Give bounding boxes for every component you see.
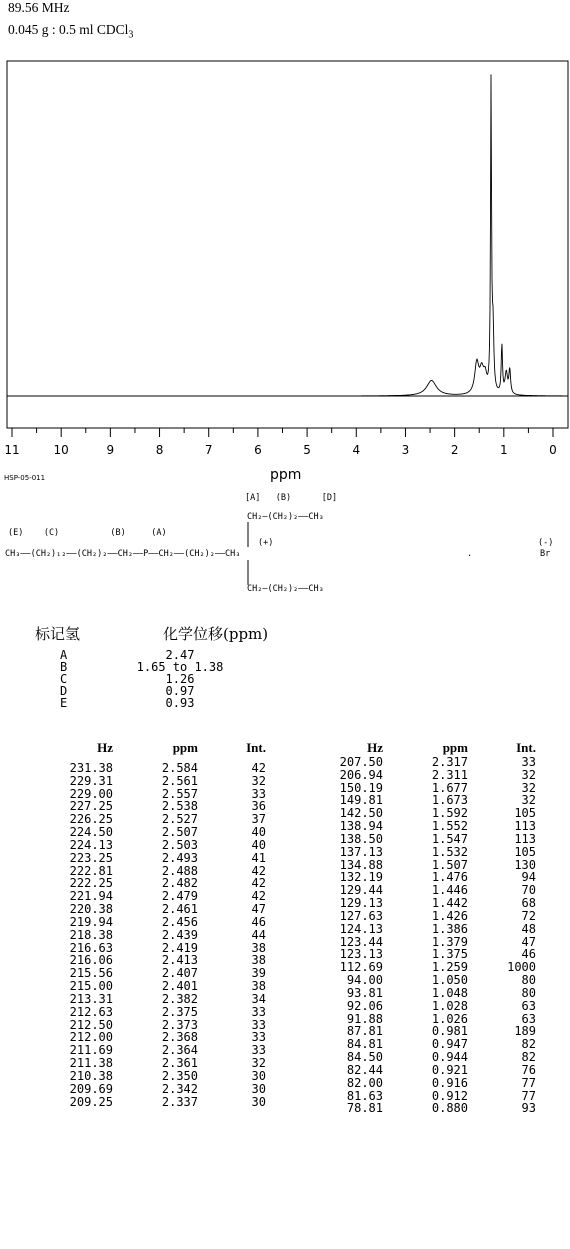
peak-cell: 0.921 [431,1062,468,1077]
peak-cell: 219.94 [69,914,113,929]
peak-cell: 38 [251,940,266,955]
peak-row [18,877,278,890]
peak-cell: 1.507 [431,857,468,872]
peak-cell: 231.38 [69,761,113,775]
peak-row [18,800,278,813]
peak-cell: 94 [521,870,536,885]
peak-table-header-cell: Int. [516,740,536,755]
peak-table-header [288,740,548,756]
peak-cell: 138.50 [339,831,383,846]
peak-row [18,762,278,775]
peak-cell: 47 [521,934,536,949]
structure-bonds [0,0,570,600]
peak-cell: 129.13 [339,896,383,911]
peak-table-header-cell: Int. [246,740,266,755]
assignment-value: 1.65 to 1.38 [136,660,224,674]
peak-cell: 80 [521,973,536,988]
peak-row [288,961,548,974]
peak-row [288,1064,548,1077]
peak-cell: 2.538 [161,799,198,814]
peak-cell: 1000 [507,960,536,975]
peak-cell: 2.375 [161,1004,198,1019]
peak-row [18,954,278,967]
peak-row [288,884,548,897]
peak-cell: 130 [514,857,536,872]
peak-cell: 82.44 [346,1062,383,1077]
structure-plus: (+) [258,538,274,548]
peak-cell: 2.561 [161,773,198,788]
peak-cell: 40 [251,837,266,852]
peak-row [288,936,548,949]
peak-cell: 84.50 [346,1050,383,1065]
peak-cell: 33 [251,1043,266,1058]
peak-cell: 213.31 [69,991,113,1006]
peak-cell: 0.947 [431,1037,468,1052]
peak-row [288,859,548,872]
axis-tick-label: 7 [204,443,213,457]
peak-cell: 1.028 [431,998,468,1013]
peak-row [288,756,548,769]
peak-cell: 2.479 [161,889,198,904]
peak-cell: 2.317 [431,755,468,769]
peak-cell: 82 [521,1037,536,1052]
peak-cell: 149.81 [339,793,383,808]
peak-cell: 150.19 [339,780,383,795]
peak-row [18,980,278,993]
peak-cell: 2.493 [161,850,198,865]
structure-main-labels: (E) (C) (B) (A) [8,528,167,538]
peak-cell: 0.880 [431,1101,468,1116]
peak-cell: 2.507 [161,825,198,840]
peak-cell: 0.981 [431,1024,468,1039]
assignment-header-label: 标记氢 [35,625,81,643]
peak-table-header [18,740,278,756]
peak-cell: 32 [521,793,536,808]
peak-cell: 92.06 [346,998,383,1013]
peak-cell: 1.476 [431,870,468,885]
peak-row [288,987,548,1000]
peak-cell: 33 [251,1030,266,1045]
axis-tick-label: 3 [401,443,410,457]
peak-cell: 224.13 [69,837,113,852]
peak-cell: 84.81 [346,1037,383,1052]
peak-cell: 212.00 [69,1030,113,1045]
axis-tick-label: 11 [4,443,20,457]
peak-row [288,897,548,910]
peak-row [18,1096,278,1109]
peak-cell: 1.677 [431,780,468,795]
peak-cell: 1.592 [431,806,468,821]
peak-cell: 1.547 [431,831,468,846]
peak-cell: 1.379 [431,934,468,949]
peak-cell: 2.361 [161,1056,198,1071]
peak-cell: 1.026 [431,1011,468,1026]
peak-cell: 206.94 [339,767,383,782]
anion-label: Br [540,549,551,559]
peak-cell: 33 [251,786,266,801]
assignment-label: B [60,660,68,674]
peak-cell: 189 [514,1024,536,1039]
peak-table-header-cell: Hz [367,740,383,755]
axis-label: ppm [270,467,302,483]
assignment-value: 2.47 [165,648,195,662]
peak-cell: 46 [521,947,536,962]
peak-row [18,929,278,942]
peak-cell: 41 [251,850,266,865]
peak-cell: 216.06 [69,953,113,968]
peak-cell: 30 [251,1081,266,1096]
peak-cell: 129.44 [339,883,383,898]
peak-row [18,993,278,1006]
peak-cell: 36 [251,799,266,814]
peak-cell: 211.38 [69,1056,113,1071]
peak-cell: 105 [514,806,536,821]
structure-top-labels: [A] (B) [D] [245,493,338,503]
peak-cell: 38 [251,953,266,968]
peak-cell: 42 [251,876,266,891]
peak-cell: 34 [251,991,266,1006]
peak-cell: 211.69 [69,1043,113,1058]
peak-cell: 1.442 [431,896,468,911]
peak-cell: 40 [251,825,266,840]
peak-cell: 1.673 [431,793,468,808]
peak-row [288,974,548,987]
peak-row [288,1013,548,1026]
peak-cell: 2.584 [161,761,198,775]
structure-bottom-chain: CH₂—(CH₂)₂——CH₃ [247,584,324,594]
peak-cell: 2.350 [161,1068,198,1083]
assignment-value: 1.26 [165,672,195,686]
peak-cell: 0.912 [431,1088,468,1103]
peak-row [288,769,548,782]
peak-cell: 2.337 [161,1094,198,1109]
peak-cell: 48 [521,921,536,936]
peak-row [18,1057,278,1070]
peak-cell: 63 [521,1011,536,1026]
peak-cell: 142.50 [339,806,383,821]
axis-tick-label: 6 [254,443,262,457]
peak-row [18,775,278,788]
peak-cell: 38 [251,979,266,994]
peak-cell: 70 [521,883,536,898]
peak-cell: 2.311 [431,767,468,782]
peak-row [18,826,278,839]
peak-cell: 93 [521,1101,536,1116]
peak-cell: 42 [251,863,266,878]
peak-row [18,1006,278,1019]
peak-cell: 215.56 [69,966,113,981]
peak-cell: 134.88 [339,857,383,872]
assignment-value: 0.97 [165,684,195,698]
peak-cell: 2.382 [161,991,198,1006]
assignment-label: C [60,672,68,686]
peak-cell: 33 [251,1017,266,1032]
peak-cell: 1.375 [431,947,468,962]
peak-cell: 1.552 [431,819,468,834]
axis-tick-label: 0 [549,443,557,457]
peak-table-header-cell: Hz [97,740,113,755]
peak-row [18,813,278,826]
peak-cell: 30 [251,1068,266,1083]
peak-cell: 32 [251,1056,266,1071]
peak-row [18,839,278,852]
peak-row [18,903,278,916]
peak-table-right [288,740,548,1115]
peak-cell: 68 [521,896,536,911]
structure-dot: . [467,549,473,559]
peak-cell: 33 [521,755,536,769]
peak-row [18,788,278,801]
peak-cell: 2.461 [161,902,198,917]
peak-cell: 93.81 [346,985,383,1000]
peak-row [288,846,548,859]
peak-cell: 91.88 [346,1011,383,1026]
peak-cell: 82.00 [346,1075,383,1090]
peak-cell: 1.048 [431,985,468,1000]
peak-cell: 2.482 [161,876,198,891]
peak-row [288,833,548,846]
peak-cell: 32 [521,767,536,782]
peak-cell: 72 [521,908,536,923]
peak-cell: 2.503 [161,837,198,852]
peak-row [288,923,548,936]
peak-row [18,942,278,955]
assignment-label: A [60,648,68,662]
anion-charge: (-) [538,538,554,548]
peak-cell: 2.407 [161,966,198,981]
structure-main-chain: CH₃——(CH₂)₁₂——(CH₂)₂——CH₂——P——CH₂——(CH₂)₂——CH₃ [5,549,241,559]
peak-cell: 94.00 [346,973,383,988]
peak-cell: 132.19 [339,870,383,885]
peak-cell: 124.13 [339,921,383,936]
peak-cell: 2.439 [161,927,198,942]
peak-cell: 1.386 [431,921,468,936]
peak-table-header-cell: ppm [172,740,198,755]
peak-cell: 137.13 [339,844,383,859]
peak-cell: 127.63 [339,908,383,923]
peak-cell: 0.916 [431,1075,468,1090]
peak-row [18,1044,278,1057]
peak-cell: 2.413 [161,953,198,968]
peak-row [18,967,278,980]
axis-tick-label: 5 [303,443,311,457]
peak-cell: 222.25 [69,876,113,891]
peak-cell: 42 [251,889,266,904]
peak-table-left [18,740,278,1108]
peak-cell: 33 [251,1004,266,1019]
peak-cell: 1.446 [431,883,468,898]
peak-table-header-cell: ppm [442,740,468,755]
peak-cell: 123.44 [339,934,383,949]
peak-row [288,807,548,820]
peak-cell: 224.50 [69,825,113,840]
peak-cell: 2.342 [161,1081,198,1096]
peak-cell: 30 [251,1094,266,1109]
peak-cell: 212.63 [69,1004,113,1019]
peak-cell: 2.557 [161,786,198,801]
peak-row [18,1070,278,1083]
peak-cell: 63 [521,998,536,1013]
peak-cell: 222.81 [69,863,113,878]
frequency-label: 89.56 MHz [8,0,70,15]
peak-cell: 112.69 [339,960,383,975]
assignment-table [60,649,300,709]
axis-tick-label: 2 [450,443,459,457]
peak-cell: 81.63 [346,1088,383,1103]
peak-cell: 80 [521,985,536,1000]
peak-row [288,1025,548,1038]
axis-tick-label: 9 [106,443,115,457]
peak-cell: 2.419 [161,940,198,955]
peak-cell: 78.81 [346,1101,383,1116]
peak-cell: 1.050 [431,973,468,988]
sample-code: HSP-05-011 [4,474,46,482]
peak-row [288,910,548,923]
sample-subscript: 3 [128,29,134,41]
peak-row [288,1102,548,1115]
peak-cell: 77 [521,1088,536,1103]
peak-cell: 216.63 [69,940,113,955]
peak-cell: 138.94 [339,819,383,834]
peak-cell: 39 [251,966,266,981]
peak-row [288,1000,548,1013]
peak-row [18,1031,278,1044]
peak-cell: 2.527 [161,812,198,827]
peak-cell: 2.488 [161,863,198,878]
peak-cell: 2.368 [161,1030,198,1045]
peak-cell: 44 [251,927,266,942]
peak-row [18,916,278,929]
assignment-header-shift: 化学位移(ppm) [163,625,269,643]
assignment-value: 0.93 [165,696,195,710]
peak-cell: 0.944 [431,1050,468,1065]
peak-cell: 229.00 [69,786,113,801]
peak-row [288,794,548,807]
peak-cell: 210.38 [69,1068,113,1083]
peak-row [18,890,278,903]
peak-cell: 42 [251,761,266,775]
peak-row [288,820,548,833]
peak-cell: 37 [251,812,266,827]
peak-cell: 221.94 [69,889,113,904]
peak-cell: 87.81 [346,1024,383,1039]
peak-cell: 32 [521,780,536,795]
peak-cell: 215.00 [69,979,113,994]
peak-cell: 2.401 [161,979,198,994]
peak-cell: 2.373 [161,1017,198,1032]
peak-cell: 105 [514,844,536,859]
peak-cell: 220.38 [69,902,113,917]
peak-row [288,1077,548,1090]
peak-cell: 123.13 [339,947,383,962]
peak-cell: 113 [514,819,536,834]
peak-cell: 218.38 [69,927,113,942]
peak-row [288,1090,548,1103]
peak-cell: 1.259 [431,960,468,975]
peak-cell: 229.31 [69,773,113,788]
assignment-label: E [60,696,68,710]
peak-row [288,1038,548,1051]
structure-top-chain: CH₂—(CH₂)₂——CH₃ [247,512,324,522]
peak-cell: 113 [514,831,536,846]
peak-cell: 46 [251,914,266,929]
peak-row [288,782,548,795]
peak-cell: 212.50 [69,1017,113,1032]
peak-cell: 227.25 [69,799,113,814]
peak-cell: 2.456 [161,914,198,929]
axis-tick-label: 1 [499,443,508,457]
peak-cell: 1.426 [431,908,468,923]
peak-cell: 32 [251,773,266,788]
peak-cell: 77 [521,1075,536,1090]
peak-row [288,871,548,884]
peak-cell: 47 [251,902,266,917]
peak-cell: 76 [521,1062,536,1077]
peak-row [18,1083,278,1096]
peak-row [288,1051,548,1064]
peak-cell: 223.25 [69,850,113,865]
peak-cell: 2.364 [161,1043,198,1058]
peak-cell: 226.25 [69,812,113,827]
assignment-label: D [60,684,68,698]
peak-cell: 209.69 [69,1081,113,1096]
axis-tick-label: 4 [352,443,361,457]
assignment-row [60,697,300,709]
sample-text: 0.045 g : 0.5 ml CDCl [8,22,129,37]
peak-row [18,1019,278,1032]
axis-tick-label: 10 [53,443,69,457]
peak-row [18,852,278,865]
peak-cell: 207.50 [339,755,383,769]
peak-cell: 82 [521,1050,536,1065]
peak-cell: 209.25 [69,1094,113,1109]
axis-tick-label: 8 [155,443,164,457]
peak-cell: 1.532 [431,844,468,859]
peak-row [18,865,278,878]
